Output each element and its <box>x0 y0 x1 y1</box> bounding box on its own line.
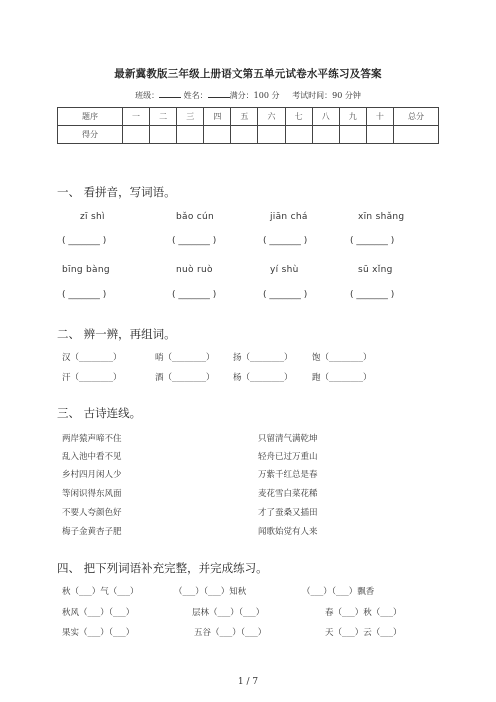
word-group[interactable]: 酒（________） <box>155 373 215 383</box>
word-group[interactable]: 汗（________） <box>62 373 122 383</box>
answer-blank[interactable]: ( _______ ) <box>62 236 107 246</box>
poem-line-left[interactable]: 不要人夸颜色好 <box>62 508 122 518</box>
poem-line-right[interactable]: 麦花雪白菜花稀 <box>258 489 318 499</box>
score-table-header-row <box>58 108 439 126</box>
score-table-score-row <box>58 126 439 144</box>
score-cell[interactable] <box>312 126 339 144</box>
idiom-blank[interactable]: 果实（___）（___） <box>62 628 135 638</box>
idiom-blank[interactable]: 秋风（___）（___） <box>62 608 135 618</box>
score-cell[interactable] <box>258 126 285 144</box>
score-cell[interactable] <box>177 126 204 144</box>
answer-blank[interactable]: ( _______ ) <box>62 290 107 300</box>
score-header-cell: 总分 <box>394 108 439 126</box>
name-label: 姓名： <box>183 91 208 100</box>
poem-line-right[interactable]: 闻歌始觉有人来 <box>258 527 318 537</box>
poem-line-right[interactable]: 轻舟已过万重山 <box>258 452 318 462</box>
score-cell[interactable] <box>204 126 231 144</box>
score-header-cell: 五 <box>231 108 258 126</box>
idiom-blank[interactable]: 五谷（___）（___） <box>194 628 267 638</box>
poem-line-right[interactable]: 才了蚕桑又插田 <box>258 508 318 518</box>
score-header-cell: 题序 <box>58 108 123 126</box>
score-header-cell: 十 <box>366 108 393 126</box>
class-blank <box>159 89 181 98</box>
exam-time: 考试时间：90 分钟 <box>292 91 361 100</box>
section-heading-1: 一、 看拼音，写词语。 <box>57 185 176 199</box>
full-score: 满分：100 分 <box>229 91 280 100</box>
score-header-cell: 八 <box>312 108 339 126</box>
exam-info-line <box>0 89 496 101</box>
score-header-cell: 六 <box>258 108 285 126</box>
score-header-cell: 七 <box>285 108 312 126</box>
word-group[interactable]: 汉（________） <box>62 353 122 363</box>
score-cell[interactable] <box>123 126 150 144</box>
idiom-blank[interactable]: 天（___）云（___） <box>325 628 402 638</box>
score-table <box>57 107 439 144</box>
answer-blank[interactable]: ( _______ ) <box>263 290 308 300</box>
poem-line-left[interactable]: 等闲识得东风面 <box>62 489 122 499</box>
pinyin: xīn shǎng <box>358 212 405 222</box>
idiom-blank[interactable]: 秋（___）气（___） <box>62 587 139 597</box>
pinyin: jiān chá <box>270 212 308 222</box>
word-group[interactable]: 哨（________） <box>155 353 215 363</box>
score-header-cell: 三 <box>177 108 204 126</box>
score-row-label: 得分 <box>58 126 123 144</box>
page-title: 最新冀教版三年级上册语文第五单元试卷水平练习及答案 <box>114 68 382 80</box>
score-cell[interactable] <box>394 126 439 144</box>
pinyin: bīng bàng <box>62 265 110 275</box>
answer-blank[interactable]: ( _______ ) <box>172 290 217 300</box>
idiom-blank[interactable]: （___）（___）知秋 <box>174 587 247 597</box>
answer-blank[interactable]: ( _______ ) <box>172 236 217 246</box>
score-cell[interactable] <box>150 126 177 144</box>
score-cell[interactable] <box>285 126 312 144</box>
score-cell[interactable] <box>231 126 258 144</box>
score-header-cell: 四 <box>204 108 231 126</box>
page-number: 1 / 7 <box>237 677 259 687</box>
pinyin: bǎo cún <box>176 212 215 222</box>
score-cell[interactable] <box>366 126 393 144</box>
score-header-cell: 一 <box>123 108 150 126</box>
word-group[interactable]: 跑（________） <box>312 373 372 383</box>
pinyin: sū xǐng <box>358 265 393 275</box>
idiom-blank[interactable]: （___）（___）飘香 <box>302 587 375 597</box>
word-group[interactable]: 饱（________） <box>312 353 372 363</box>
class-label: 班级： <box>135 91 160 100</box>
idiom-blank[interactable]: 层林（___）（___） <box>192 608 265 618</box>
pinyin: nuò ruò <box>176 265 213 275</box>
word-group[interactable]: 杨（________） <box>233 373 293 383</box>
poem-line-right[interactable]: 只留清气满乾坤 <box>258 434 318 444</box>
section-heading-2: 二、 辨一辨，再组词。 <box>57 327 176 341</box>
name-blank <box>208 89 230 98</box>
score-header-cell: 九 <box>339 108 366 126</box>
answer-blank[interactable]: ( _______ ) <box>350 236 395 246</box>
poem-line-left[interactable]: 乡村四月闲人少 <box>62 470 122 480</box>
idiom-blank[interactable]: 春（___）秋（___） <box>325 608 402 618</box>
answer-blank[interactable]: ( _______ ) <box>350 290 395 300</box>
section-heading-3: 三、 古诗连线。 <box>57 406 142 420</box>
pinyin: yí shù <box>270 265 299 275</box>
pinyin: zī shì <box>80 212 105 222</box>
word-group[interactable]: 扬（________） <box>233 353 293 363</box>
score-cell[interactable] <box>339 126 366 144</box>
poem-line-left[interactable]: 梅子金黄杏子肥 <box>62 527 122 537</box>
score-header-cell: 二 <box>150 108 177 126</box>
poem-line-left[interactable]: 乱入池中看不见 <box>62 452 122 462</box>
answer-blank[interactable]: ( _______ ) <box>263 236 308 246</box>
poem-line-right[interactable]: 万紫千红总是春 <box>258 470 318 480</box>
poem-line-left[interactable]: 两岸猿声啼不住 <box>62 434 122 444</box>
section-heading-4: 四、 把下列词语补充完整，并完成练习。 <box>57 561 268 575</box>
